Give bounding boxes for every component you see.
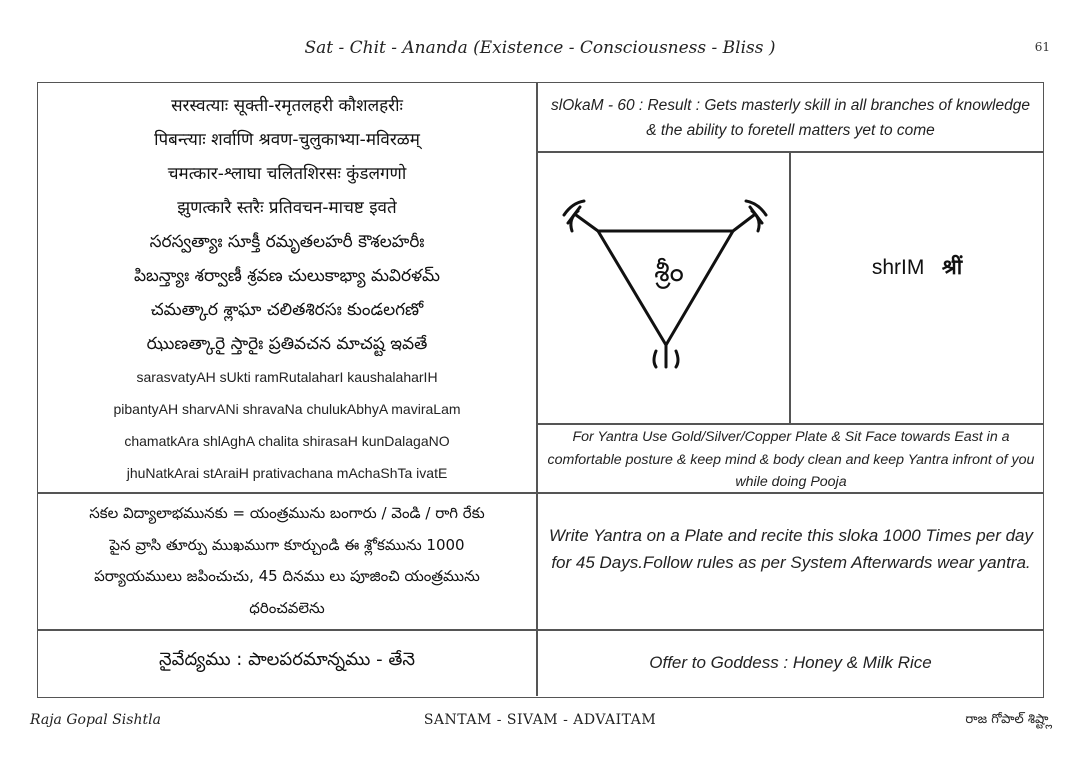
footer-motto: SANTAM - SIVAM - ADVAITAM — [423, 712, 657, 728]
verse-devanagari-line-2: पिबन्त्याः शर्वाणि श्रवण-चुलुकाभ्या-मविरळम् — [154, 130, 420, 150]
footer-author-telugu: రాజ గోపాల్ శిష్ట్లా — [965, 712, 1052, 727]
yantra-bija-text: శ్రీం — [654, 255, 684, 288]
yantra-use-text: For Yantra Use Gold/Silver/Copper Plate & Sit Face towards East in a comfortable posture & keep mind & body clean and keep Yantra infront of you while doing Pooja — [547, 429, 1035, 490]
telugu-method-line-4: ధరించవలెను — [249, 598, 325, 617]
mantra-cell — [791, 253, 1043, 281]
trident-left-icon — [564, 201, 598, 231]
verse-devanagari-line-4: झुणत्कारै स्तरैः प्रतिवचन-माचष्ट इवते — [177, 198, 397, 218]
result-cell — [548, 93, 1033, 143]
sloka-table — [37, 82, 1044, 698]
english-method-text: Write Yantra on a Plate and recite this sloka 1000 Times per day for 45 Days.Follow rules as per System Afterwards wear yantra. — [549, 526, 1033, 572]
english-method-cell — [541, 522, 1041, 576]
offering-telugu-text: నైవేద్యము : పాలపరమాన్నము - తేనె — [159, 649, 415, 670]
yantra-cell — [538, 153, 789, 423]
verse-devanagari-line-1: सरस्वत्याः सूक्ती-रमृतलहरी कौशलहरीः — [171, 96, 403, 116]
telugu-method-cell — [40, 498, 534, 624]
trident-bottom-icon — [654, 345, 678, 367]
trident-right-icon — [733, 201, 766, 231]
yantra-diagram — [538, 153, 789, 423]
page-number: 61 — [1034, 40, 1050, 54]
offering-telugu-cell — [38, 649, 536, 674]
yantra-use-cell — [541, 426, 1041, 494]
verse-translit-line-1: sarasvatyAH sUkti ramRutalaharI kaushalaharIH — [136, 369, 438, 385]
mantra-devanagari: श्रीं — [941, 256, 963, 279]
result-text: slOkaM - 60 : Result : Gets masterly skill in all branches of knowledge & the ability to foretell matters yet to come — [551, 97, 1030, 139]
divider-yantra-bottom — [536, 423, 1043, 425]
footer-author: Raja Gopal Sishtla — [30, 712, 161, 728]
offering-english-text: Offer to Goddess : Honey & Milk Rice — [649, 653, 932, 672]
verse-telugu-line-1: సరస్వత్యాః సూక్తీ రమృతలహరీ కౌశలహరీః — [149, 232, 425, 252]
mantra-label: shrIM — [871, 256, 925, 279]
offering-english-cell — [538, 653, 1043, 673]
yantra-triangle — [598, 231, 733, 345]
verse-telugu-line-4: ఝుణత్కారై స్తారైః ప్రతివచన మాచష్ట ఇవతే — [146, 334, 428, 354]
page-header-title: Sat - Chit - Ananda (Existence - Consciousness - Bliss ) — [304, 38, 776, 58]
telugu-method-line-1: సకల విద్యాలాభమునకు = యంత్రమును బంగారు / వెండి / రాగి రేకు — [89, 504, 485, 522]
verse-telugu-line-3: చమత్కార శ్లాఘా చలితశిరసః కుండలగణో — [150, 300, 424, 320]
verse-translit-line-3: chamatkAra shlAghA chalita shirasaH kunDalagaNO — [124, 433, 450, 449]
verse-translit-line-2: pibantyAH sharvANi shravaNa chulukAbhyA maviraLam — [113, 401, 461, 417]
divider-method-bottom — [38, 629, 1043, 631]
verse-telugu-line-2: పిబన్త్యాః శర్వాణీ శ్రవణ చులుకాభ్యా మవిరళమ్ — [133, 266, 441, 286]
verse-translit-line-4: jhuNatkArai stAraiH prativachana mAchaShTa ivatE — [126, 465, 448, 481]
telugu-method-line-2: పైన వ్రాసి తూర్పు ముఖముగా కూర్చుండి ఈ శ్లోకమును 1000 — [109, 535, 465, 554]
telugu-method-line-3: పర్యాయములు జపించుచు, 45 దినము లు పూజించి యంత్రమును — [94, 567, 480, 585]
verse-cell — [38, 89, 536, 492]
verse-devanagari-line-3: चमत्कार-श्लाघा चलितशिरसः कुंडलगणो — [167, 164, 407, 184]
divider-vertical-yantra — [789, 151, 791, 425]
